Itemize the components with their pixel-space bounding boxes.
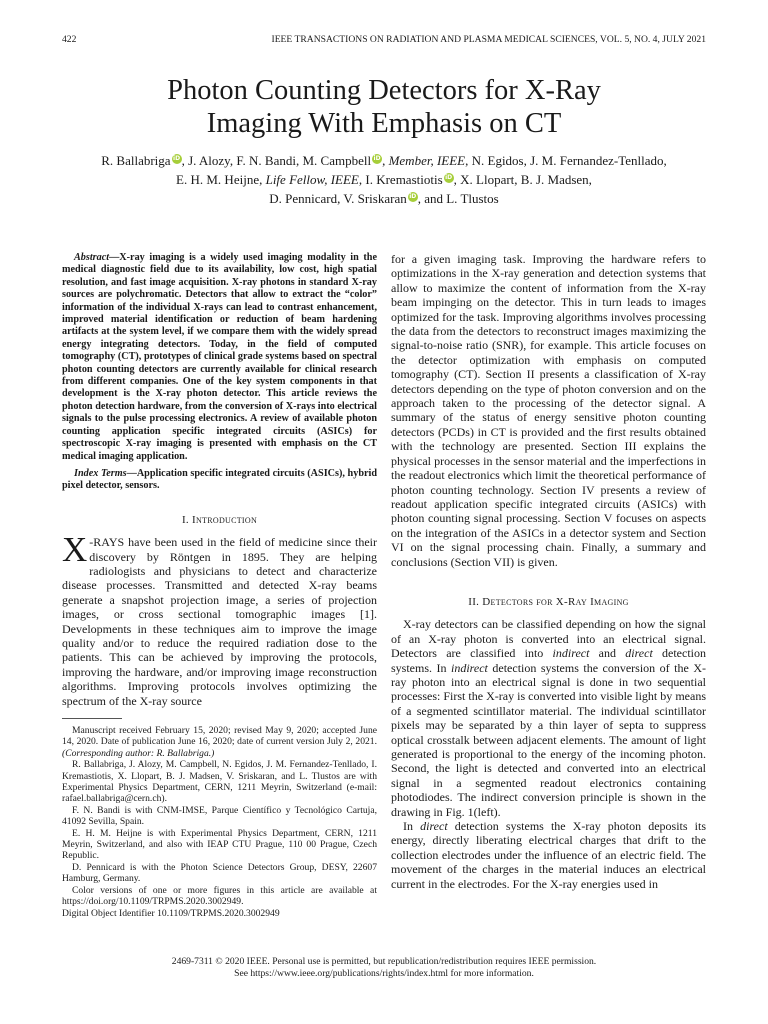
copyright-notice — [0, 956, 768, 979]
body-text: detection systems. In — [391, 646, 706, 675]
detectors-paragraph-2 — [391, 819, 706, 891]
footnote-text: Manuscript received February 15, 2020; revised May 9, 2020; accepted June 14, 2020. Date of publication June 16, 2020; date of current version July 2, 2021. — [62, 725, 377, 748]
footnotes — [62, 725, 377, 919]
body-text: and — [589, 646, 626, 661]
title-line-1: Photon Counting Detectors for X-Ray — [167, 75, 601, 106]
author-text: E. H. M. Heijne, — [176, 172, 266, 187]
abstract-text: —X-ray imaging is a widely used imaging modality in the medical diagnostic field due to its availability, low cost, high spatial resolution, and fast image acquisition. X-ray photons in standard X-ray sources are polychromatic. Detectors that allow to extract the “color” information of the individual X-rays can lead to contrast enhancement, improved material identification or reduction of beam hardening artifacts at the system level, if we compare them with the widely spread energy integrating detectors. Today, in the field of computed tomography (CT), prototypes of clinical grade systems based on spectral photon counting detectors are currently available for clinical research from different companies. One of the key system components in that development is the X-ray photon detector. This article reviews the photon detection hardware, from the conversion of X-rays into electrical signals to the pulse processing electronics. A review of available photon counting application specific integrated circuits (ASICs) for spectroscopic X-ray imaging is presented with emphasis on the CT medical imaging application. — [62, 252, 377, 462]
left-column — [62, 252, 377, 919]
membership-grade: Life Fellow, IEEE — [265, 172, 359, 187]
index-terms-label: Index Terms — [74, 467, 127, 479]
authors-line-1 — [40, 151, 728, 170]
author-list — [40, 151, 728, 208]
emphasis-text: indirect — [552, 646, 590, 661]
drop-cap: X — [62, 530, 88, 570]
journal-name: IEEE TRANSACTIONS ON RADIATION AND PLASMA MEDICAL SCIENCES, VOL. 5, NO. 4, JULY 2021 — [271, 34, 706, 45]
footnote-affiliation-desy: D. Pennicard is with the Photon Science Detectors Group, DESY, 22607 Hamburg, Germany. — [62, 861, 377, 885]
author-text: , N. Egidos, J. M. Fernandez-Tenllado, — [465, 153, 667, 168]
footnote-affiliation-cnm: F. N. Bandi is with CNM-IMSE, Parque Científico y Tecnológico Cartuja, 41092 Sevilla, Spain. — [62, 804, 377, 828]
detectors-paragraph-1 — [391, 617, 706, 819]
index-terms-text: —Application specific integrated circuits (ASICs), hybrid pixel detector, sensors. — [62, 467, 377, 492]
body-text: detection systems the conversion of the X-ray photon into an electrical signal is done in two sequential processes: First the X-ray is converted into visible light by means of a segmented scintillator material. The individual scintillator pixels may be separated by a thin layer of septa to suppress optical crosstalk between adjacent elements. The amount of light generated is proportional to the energy of the incoming photon. Second, the light is detected and converted into an electrical signal in a segmented readout electronics containing photodiodes. The indirect conversion principle is shown in the drawing in Fig. 1(left). — [391, 660, 706, 819]
body-text: In — [403, 819, 421, 834]
page-number: 422 — [62, 34, 77, 45]
body-text: detection systems the X-ray photon deposits its energy, directly liberating electrical charges that drift to the collection electrodes under the influence of an electric field. The movement of the charges in the material induces an electrical current in the electrodes. For the X-ray energies used in — [391, 819, 707, 891]
footnote-color-figures: Color versions of one or more figures in this article are available at https://doi.org/10.1109/TRPMS.2020.3002949. — [62, 884, 377, 908]
emphasis-text: direct — [420, 819, 448, 834]
intro-paragraph-continued: for a given imaging task. Improving the hardware refers to optimizations in the X-ray generation and detection systems that allow to maximize the content of information from the X-ray beam impinging on the detector. This in turn leads to images optimized for the task. Improving algorithms involves processing the data from the detectors to reconstruct images maximizing the signal-to-noise ratio (SNR), for example. This article focuses on the detector optimization with emphasis on computed tomography (CT). Section II presents a classification of X-ray detectors depending on the type of photon conversion and on the approach taken to the processing of the detector signal. A summary of the status of energy sensitive photon counting detectors (PCDs) in CT is provided and the first results obtained with the technology are presented. Section III explains the physical processes in the sensor material and the imperfections in the readout electronics which limit the theoretical performance of photon counting technology. Section IV presents a review of readout application specific integrated circuits (ASICs) with photon counting signal processing. Section V focuses on aspects on the integration of the ASICs in a detector system and Section VI on the signal processing chain. Finally, a summary and conclusions (Section VII) is given. — [391, 252, 706, 569]
intro-paragraph — [62, 530, 377, 708]
authors-line-2 — [40, 170, 728, 189]
author-text: R. Ballabriga — [101, 153, 171, 168]
orcid-icon[interactable]: iD — [173, 155, 181, 162]
author-text: , I. Kremastiotis — [358, 172, 443, 187]
orcid-icon[interactable]: iD — [373, 155, 381, 162]
corresponding-author: (Corresponding author: R. Ballabriga.) — [62, 747, 215, 759]
section-heading-introduction: I. Introduction — [181, 513, 258, 526]
footnote-doi: Digital Object Identifier 10.1109/TRPMS.2020.3002949 — [62, 907, 280, 919]
author-text: , X. Llopart, B. J. Madsen, — [453, 172, 592, 187]
copyright-line-1: 2469-7311 © 2020 IEEE. Personal use is permitted, but republication/redistribution requires IEEE permission. — [171, 956, 597, 967]
orcid-icon[interactable]: iD — [409, 193, 417, 200]
copyright-line-2: See https://www.ieee.org/publications/rights/index.html for more information. — [234, 967, 534, 979]
index-terms — [62, 468, 377, 493]
title-line-2: Imaging With Emphasis on CT — [206, 108, 562, 139]
body-text: X-ray detectors can be classified depending on how the signal of an X-ray photon is converted into an electrical signal. Detectors are classified into — [391, 617, 706, 661]
author-text: , and L. Tlustos — [417, 191, 499, 206]
intro-text: -RAYS have been used in the field of medicine since their discovery by Röntgen in 1895. They are helping radiologists and physicians to detect and characterize disease processes. Transmitted and detected X-ray beams generate a snapshot projection image, a series of projection images, or cross sectional tomographic images [1]. Developments in these techniques aim to improve the image quality and/or to reduce the required radiation dose to the patients. This can be achieved by improving the protocols, improving the hardware, and/or improving image reconstruction algorithms. Improving protocols involves optimizing the spectrum of the X-ray source — [62, 535, 377, 708]
footnote-affiliation-cern: R. Ballabriga, J. Alozy, M. Campbell, N. Egidos, J. M. Fernandez-Tenllado, I. Kremastiotis, X. Llopart, B. J. Madsen, V. Sriskaran, and L. Tlustos are with Experimental Physics Department, CERN, 1211 Meyrin, Switzerland (e-mail: rafael.ballabriga@cern.ch). — [62, 759, 377, 805]
abstract-label: Abstract — [74, 252, 110, 263]
section-heading-detectors: II. Detectors for X-Ray Imaging — [468, 595, 629, 608]
author-text: , J. Alozy, F. N. Bandi, M. Campbell — [181, 153, 372, 168]
abstract — [62, 252, 377, 463]
orcid-icon[interactable]: iD — [445, 174, 453, 181]
emphasis-text: indirect — [451, 660, 488, 675]
footnote-manuscript — [62, 725, 377, 759]
author-text: D. Pennicard, V. Sriskaran — [269, 191, 407, 206]
membership-grade: Member, IEEE — [388, 153, 466, 168]
footnote-affiliation-heijne: E. H. M. Heijne is with Experimental Physics Department, CERN, 1211 Meyrin, Switzerland, and also with IEAP CTU Prague, 110 00 Prague, Czech Republic. — [62, 827, 377, 862]
author-text: , — [382, 153, 389, 168]
authors-line-3 — [40, 189, 728, 208]
emphasis-text: direct — [625, 646, 653, 661]
article-title — [0, 74, 768, 140]
footnote-divider — [62, 718, 122, 719]
right-column — [391, 252, 706, 891]
